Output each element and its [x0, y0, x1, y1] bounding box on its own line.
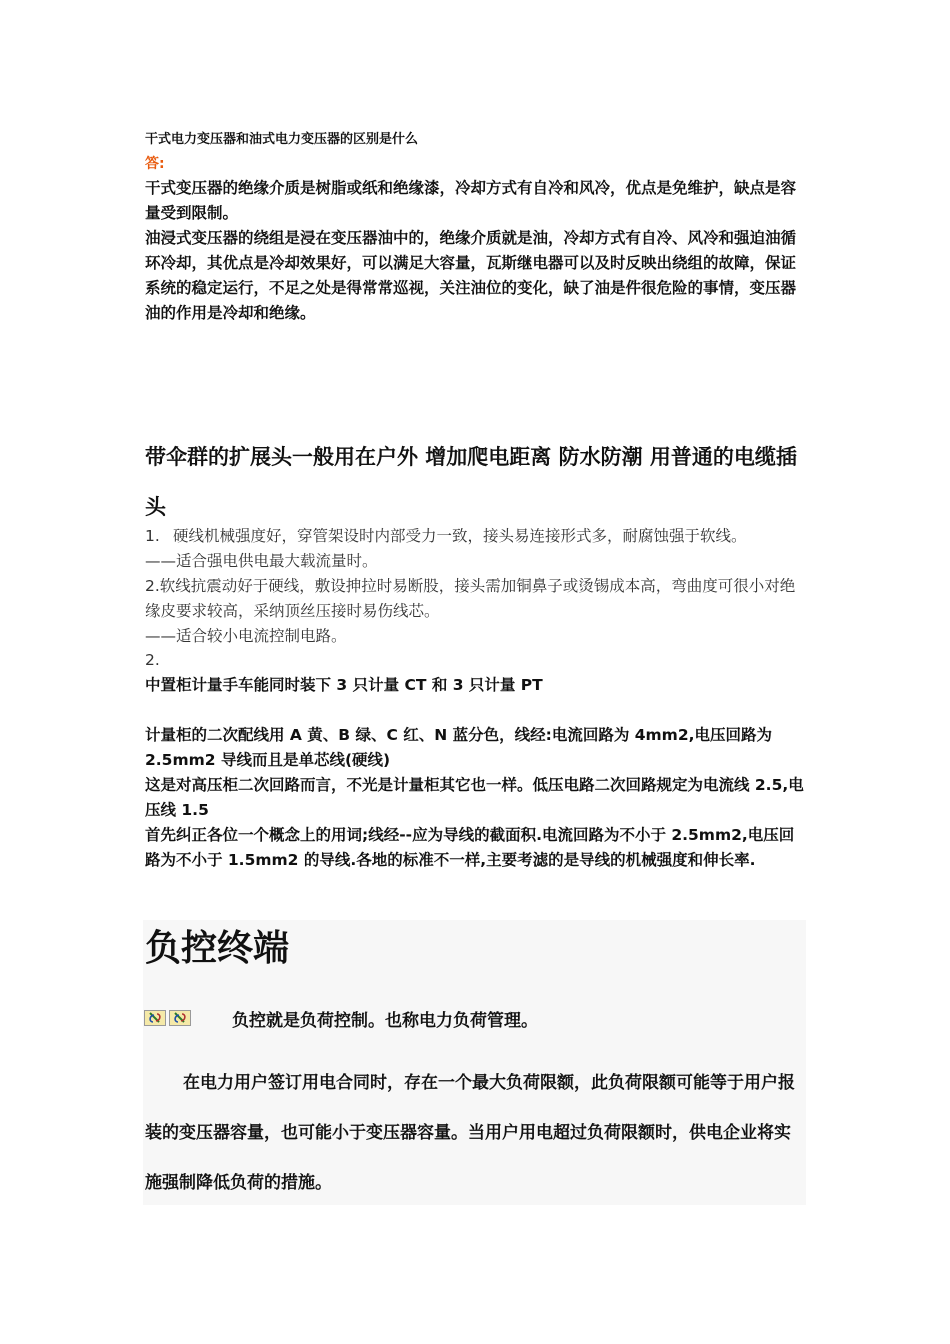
dry-transformer-paragraph: 干式变压器的绝缘介质是树脂或纸和绝缘漆，冷却方式有自冷和风冷，优点是免维护，缺点是容量受到限制。: [145, 179, 797, 222]
bold-paragraph: 首先纠正各位一个概念上的用词;线经--应为导线的截面积.电流回路为不小于 2.5mm2,电压回路为不小于 1.5mm2 的导线.各地的标准不一样,主要考滤的是导线的机械强度和伸长率.: [145, 826, 795, 869]
list-number: 1.: [145, 527, 160, 545]
list-note: ——适合强电供电最大载流量时。: [145, 552, 378, 570]
intro-text: 负控就是负荷控制。也称电力负荷管理。: [232, 1011, 538, 1031]
image-placeholder-icon: [169, 1010, 191, 1026]
section-title: 负控终端: [145, 928, 290, 969]
list-number: 2.: [145, 651, 160, 669]
bold-paragraph: 这是对高压柜二次回路而言，不光是计量柜其它也一样。低压电路二次回路规定为电流线 2.5,电压线 1.5: [145, 776, 804, 819]
question-title: 干式电力变压器和油式电力变压器的区别是什么: [145, 132, 419, 147]
list-item: 2.软线抗震动好于硬线，敷设抻拉时易断股，接头需加铜鼻子或烫锡成本高，弯曲度可很小对绝缘皮要求较高，采纳顶丝压接时易伤线芯。: [145, 577, 796, 620]
bold-paragraph: 计量柜的二次配线用 A 黄、B 绿、C 红、N 蓝分色，线经:电流回路为 4mm2,电压回路为 2.5mm2 导线而且是单芯线(硬线): [145, 726, 772, 769]
body-paragraph: 在电力用户签订用电合同时，存在一个最大负荷限额，此负荷限额可能等于用户报装的变压器容量，也可能小于变压器容量。当用户用电超过负荷限额时，供电企业将实施强制降低负荷的措施。: [145, 1073, 795, 1193]
list-text: 硬线机械强度好，穿管架设时内部受力一致，接头易连接形式多，耐腐蚀强于软线。: [173, 527, 747, 545]
oil-transformer-paragraph: 油浸式变压器的绕组是浸在变压器油中的，绝缘介质就是油，冷却方式有自冷、风冷和强迫油循环冷却，其优点是冷却效果好，可以满足大容量，瓦斯继电器可以及时反映出绕组的故障，保证系统的稳定运行，不足之处是得常常巡视，关注油位的变化，缺了油是件很危险的事情，变压器油的作用是冷却和绝缘。: [145, 229, 797, 322]
bold-paragraph: 中置柜计量手车能同时装下 3 只计量 CT 和 3 只计量 PT: [145, 676, 543, 694]
image-placeholder-icon: [144, 1010, 166, 1026]
list-item: [145, 524, 805, 549]
section-heading: 带伞群的扩展头一般用在户外 增加爬电距离 防水防潮 用普通的电缆插头: [145, 445, 797, 519]
list-note: ——适合较小电流控制电路。: [145, 627, 347, 645]
answer-label: 答:: [145, 156, 165, 172]
